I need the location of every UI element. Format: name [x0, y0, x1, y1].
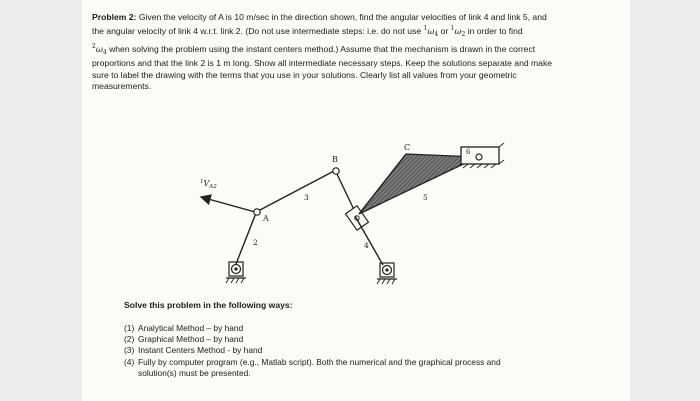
- ground-pivot-o2: [226, 262, 246, 283]
- ground-link-6: [456, 143, 504, 168]
- pin-b: [333, 168, 339, 174]
- label-link-6: 6: [466, 148, 471, 156]
- problem-text-1: Given the velocity of A is 10 m/sec in the direction shown, find the angular velocities of link 4 and link 5, and: [138, 12, 547, 22]
- ground-pivot-o4: [377, 263, 397, 284]
- problem-text-5: sure to label the drawing with the terms that you use in your solutions. Clearly list all values from your geometric: [92, 69, 517, 80]
- problem-text-2b: in order to find: [467, 26, 523, 37]
- solve-title: Solve this problem in the following ways:: [124, 300, 293, 310]
- label-link-2: 2: [253, 238, 258, 247]
- link-4: [355, 216, 383, 265]
- method-item: (4) Fully by computer program (e.g., Matlab script). Both the numerical and the graphical process and solution(s) must be presented.: [124, 356, 501, 378]
- problem-label: Problem 2:: [92, 12, 137, 22]
- methods-list: [124, 323, 594, 379]
- label-b: B: [332, 155, 338, 164]
- omega-4-2-symbol: $^2\omega_4$: [92, 42, 107, 56]
- problem-text-3: when solving the problem using the instant centers method.) Assume that the mechanism is drawn in the correct: [109, 43, 536, 54]
- problem-text-or: or: [440, 26, 449, 37]
- link-3: [258, 171, 334, 211]
- label-c: C: [404, 143, 411, 152]
- velocity-label: $^1V_{A2}$: [200, 179, 217, 190]
- method-item: (3) Instant Centers Method - by hand: [124, 345, 263, 356]
- label-a: A: [263, 214, 269, 223]
- link-5-triangle: [359, 154, 478, 214]
- problem-text-2a: the angular velocity of link 4 w.r.t. link 2. (Do not use intermediate steps: i.e. do not use: [92, 26, 422, 37]
- label-link-5: 5: [423, 193, 428, 202]
- label-link-3: 3: [304, 193, 309, 202]
- pin-a: [254, 209, 260, 215]
- label-link-4: 4: [364, 241, 369, 250]
- problem-text-4: proportions and that the link 2 is 1 m long. Show all intermediate necessary steps. Keep the solutions separate and make: [92, 58, 553, 69]
- method-item: (1) Analytical Method – by hand: [124, 323, 244, 333]
- velocity-arrow: [201, 197, 255, 212]
- method-item: (2) Graphical Method – by hand: [124, 334, 244, 345]
- omega-4-1-symbol: $^1\omega_4$: [423, 25, 439, 39]
- problem-text-6: measurements.: [92, 81, 152, 92]
- omega-2-1-symbol: $^1\omega_2$: [450, 25, 466, 39]
